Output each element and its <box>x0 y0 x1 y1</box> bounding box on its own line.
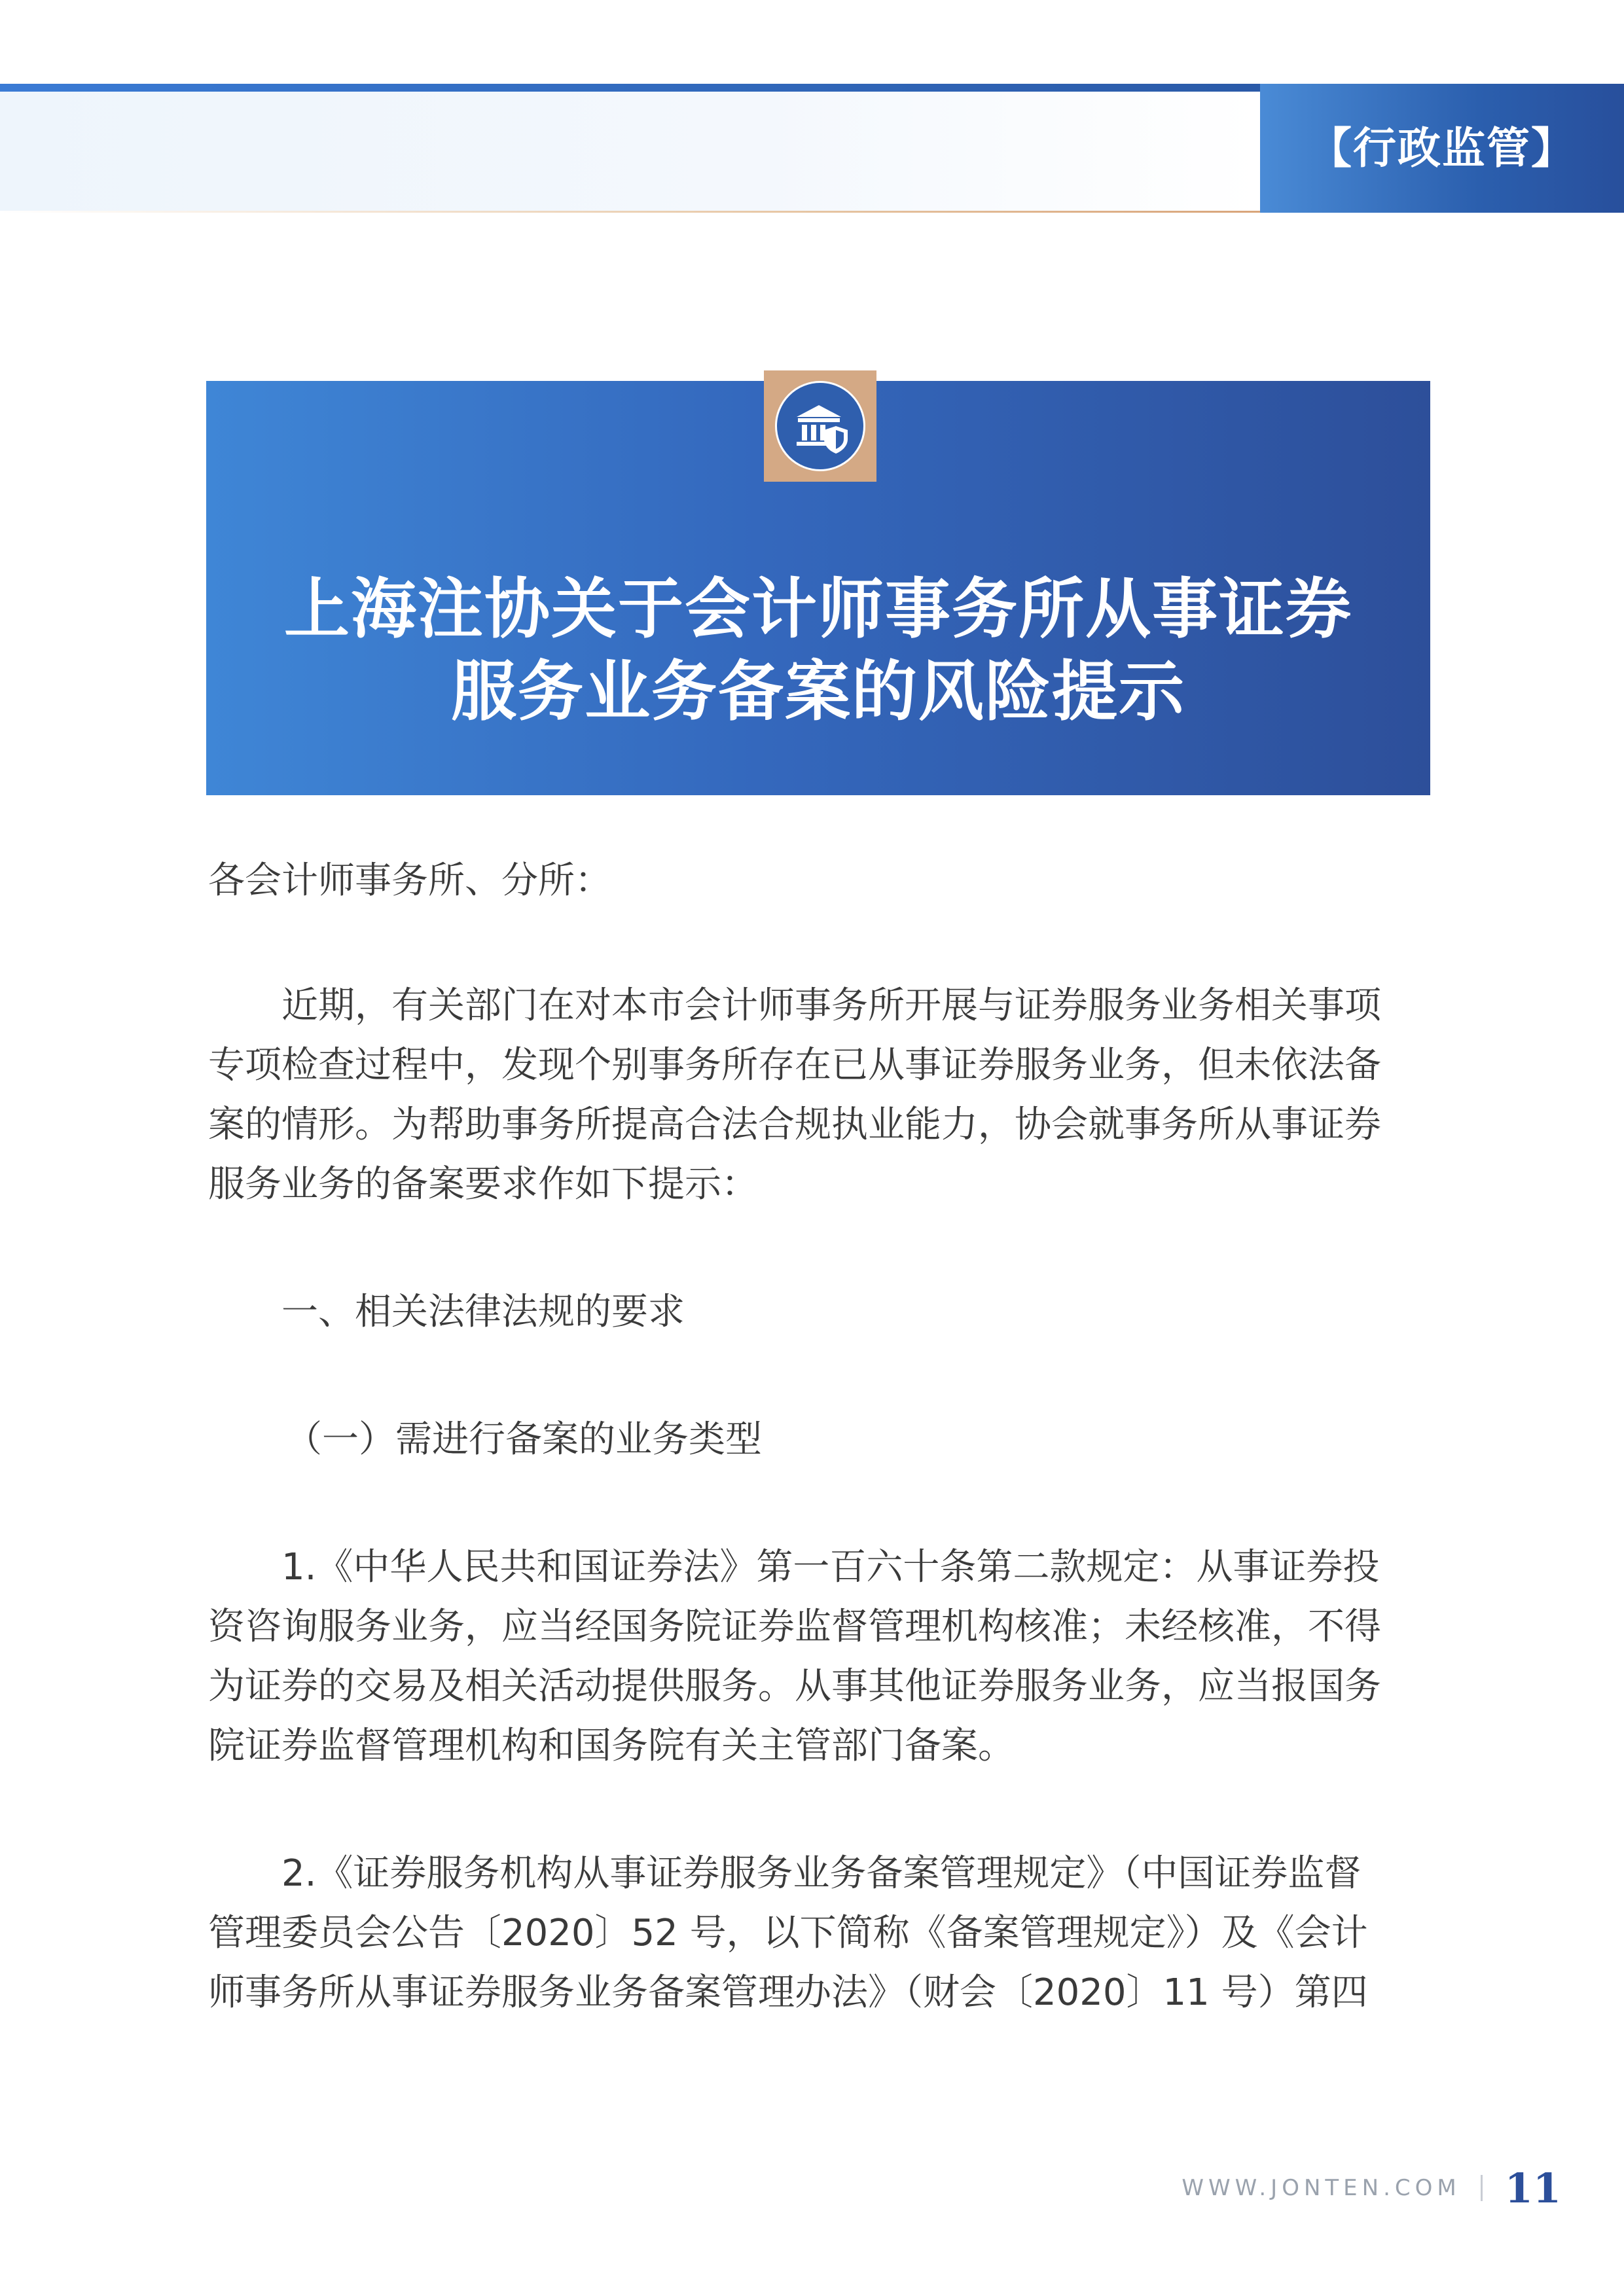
category-tag: 【行政监管】 <box>1260 84 1624 213</box>
header-band <box>0 92 1260 213</box>
item-1-line: 院证券监督管理机构和国务院有关主管部门备案。 <box>208 1725 1015 1767</box>
intro-line: 案的情形。为帮助事务所提高合法合规执业能力，协会就事务所从事证券 <box>208 1103 1381 1146</box>
item-1-line: 为证券的交易及相关活动提供服务。从事其他证券服务业务，应当报国务 <box>208 1665 1381 1708</box>
item-2-line: 2.《证券服务机构从事证券服务业务备案管理规定》（中国证券监督 <box>281 1852 1362 1895</box>
page-title <box>206 568 1430 733</box>
page-footer <box>1182 2165 1561 2211</box>
subsection-heading: （一）需进行备案的业务类型 <box>285 1418 762 1461</box>
section-heading: 一、相关法律法规的要求 <box>281 1291 685 1333</box>
footer-website[interactable]: WWW.JONTEN.COM <box>1182 2175 1461 2201</box>
item-1-line: 1.《中华人民共和国证券法》第一百六十条第二款规定：从事证券投 <box>281 1546 1380 1588</box>
bank-shield-icon-svg <box>793 399 852 457</box>
header-underline <box>0 211 1260 213</box>
intro-line: 近期，有关部门在对本市会计师事务所开展与证券服务业务相关事项 <box>281 984 1381 1027</box>
page-number: 11 <box>1504 2164 1561 2212</box>
item-2-line: 师事务所从事证券服务业务备案管理办法》（财会〔2020〕11 号）第四 <box>208 1971 1368 2014</box>
item-1-line: 资咨询服务业务，应当经国务院证券监督管理机构核准；未经核准，不得 <box>208 1605 1381 1648</box>
salutation: 各会计师事务所、分所： <box>208 859 611 902</box>
article-body <box>208 851 1431 2022</box>
header-top-line <box>0 84 1260 92</box>
intro-line: 专项检查过程中，发现个别事务所存在已从事证券服务业务，但未依法备 <box>208 1044 1381 1086</box>
intro-line: 服务业务的备案要求作如下提示： <box>208 1163 758 1206</box>
footer-divider <box>1481 2175 1483 2201</box>
bank-shield-icon <box>775 381 865 471</box>
title-line-2: 服务业务备案的风险提示 <box>451 653 1185 730</box>
title-line-1: 上海注协关于会计师事务所从事证券 <box>284 571 1352 647</box>
item-2-line: 管理委员会公告〔2020〕52 号，以下简称《备案管理规定》）及《会计 <box>208 1912 1368 1954</box>
